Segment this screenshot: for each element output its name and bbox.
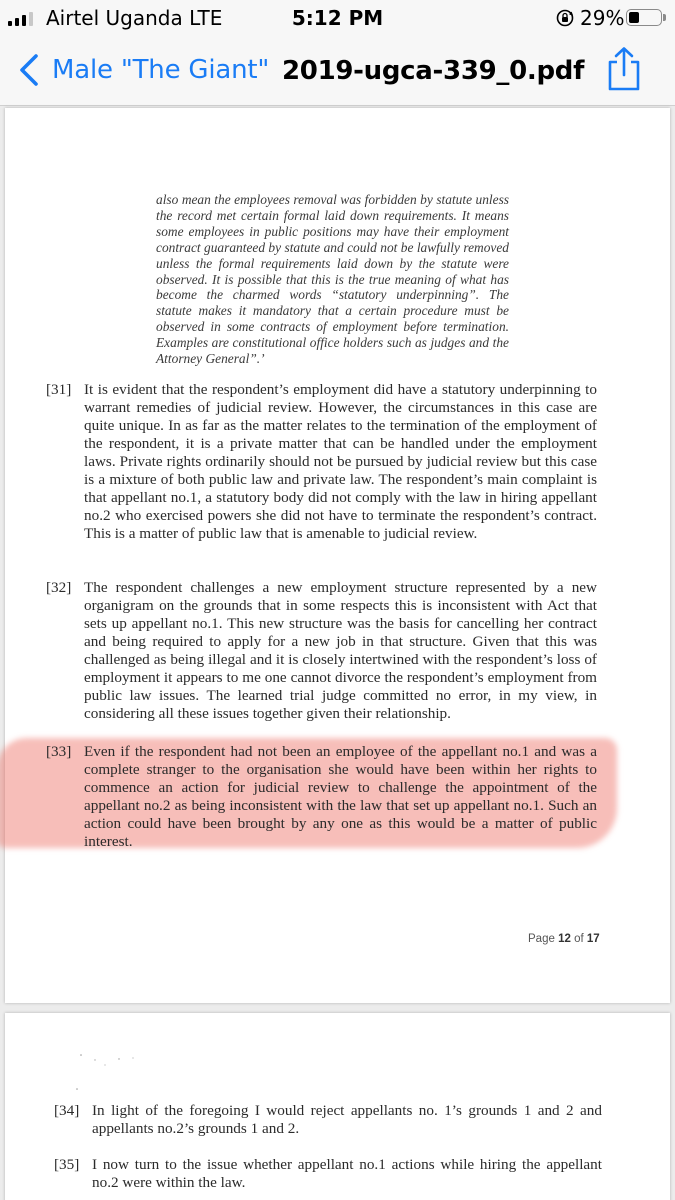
navigation-bar	[0, 36, 675, 106]
rotation-lock-icon	[556, 9, 574, 27]
paragraph-31	[46, 381, 597, 563]
paragraph-text: It is evident that the respondent’s employment did have a statutory underpinning to warrant remedies of judicial review. However, the circumstances in this case are quite unique. In as far as the matter relates to the termination of the employment of the respondent, it is a private matter that can be handled under the employment laws. Private rights ordinarily should not be pursued by judicial review but this case is a mixture of both public law and private law. The respondent’s main complaint is that appellant no.1, a statutory body did not comply with the law in hiring appellant no.2 who exercised powers she did not have to terminate the respondent’s contract. This is a matter of public law that is amenable to judicial review.	[84, 381, 597, 542]
paragraph-text: I now turn to the issue whether appellant no.1 actions while hiring the appellant no.2 were within the law.	[92, 1156, 602, 1191]
pdf-page-12[interactable]	[5, 108, 670, 1003]
paragraph-32	[46, 579, 597, 729]
page-footer-of: of	[574, 933, 584, 945]
clock: 5:12 PM	[291, 6, 384, 30]
paragraph-number: [31]	[46, 381, 72, 398]
paragraph-text: In light of the foregoing I would reject appellants no. 1’s grounds 1 and 2 and appellants no.2’s grounds 1 and 2.	[92, 1102, 602, 1137]
back-button-label: Male "The Giant"	[52, 55, 270, 85]
paragraph-number: [32]	[46, 579, 72, 596]
paragraph-text: Even if the respondent had not been an employee of the appellant no.1 and was a complete stranger to the organisation she would have been within her rights to commence an action for judicial review to challenge the appointment of the appellant no.2 as being inconsistent with the law that set up appellant no.1. Such an action could have been brought by any one as this would be a matter of public interest.	[84, 743, 597, 850]
battery-level-fill	[629, 12, 639, 23]
paragraph-34	[54, 1102, 602, 1142]
page-footer-prefix: Page	[528, 933, 555, 945]
pdf-page-13[interactable]	[5, 1013, 670, 1200]
paragraph-number: [35]	[54, 1156, 80, 1173]
block-quote: also mean the employees removal was forbidden by statute unless the record met certain formal laid down requirements. It means some employees in public positions may have their employment contract guaranteed by statute and could not be lawfully removed unless the formal requirements laid down by the statute were observed. It is possible that this is the true meaning of what has become the charmed words “statutory underpinning”. The statute makes it mandatory that a certain procedure must be observed in some contracts of employment before termination. Examples are constitutional office holders such as judges and the Attorney General”.’	[156, 192, 509, 367]
paragraph-33	[46, 743, 597, 853]
document-title: 2019-ugca-339_0.pdf	[282, 56, 585, 86]
paragraph-number: [33]	[46, 743, 72, 760]
battery-icon	[626, 9, 662, 26]
paragraph-35	[54, 1156, 602, 1196]
carrier-label: Airtel Uganda LTE	[46, 6, 223, 30]
total-pages: 17	[586, 933, 600, 945]
paragraph-number: [34]	[54, 1102, 80, 1119]
status-bar	[0, 0, 675, 36]
page-footer	[528, 933, 600, 945]
back-button[interactable]	[16, 48, 269, 92]
share-icon[interactable]	[604, 46, 644, 92]
current-page-number: 12	[558, 933, 571, 945]
battery-percent: 29%	[580, 6, 625, 30]
chevron-left-icon	[16, 52, 44, 88]
scan-artifact	[75, 1043, 155, 1093]
battery-cap	[663, 14, 666, 21]
paragraph-text: The respondent challenges a new employment structure represented by a new organigram on the grounds that in some respects this is inconsistent with Act that sets up appellant no.1. This new structure was the basis for cancelling her contract and being required to apply for a new job in that structure. Given that this was challenged as being illegal and it is closely intertwined with the respondent’s loss of employment it appears to me one cannot divorce the respondent’s employment from public law issues. The learned trial judge committed no error, in my view, in considering all these issues together given their relationship.	[84, 579, 597, 722]
